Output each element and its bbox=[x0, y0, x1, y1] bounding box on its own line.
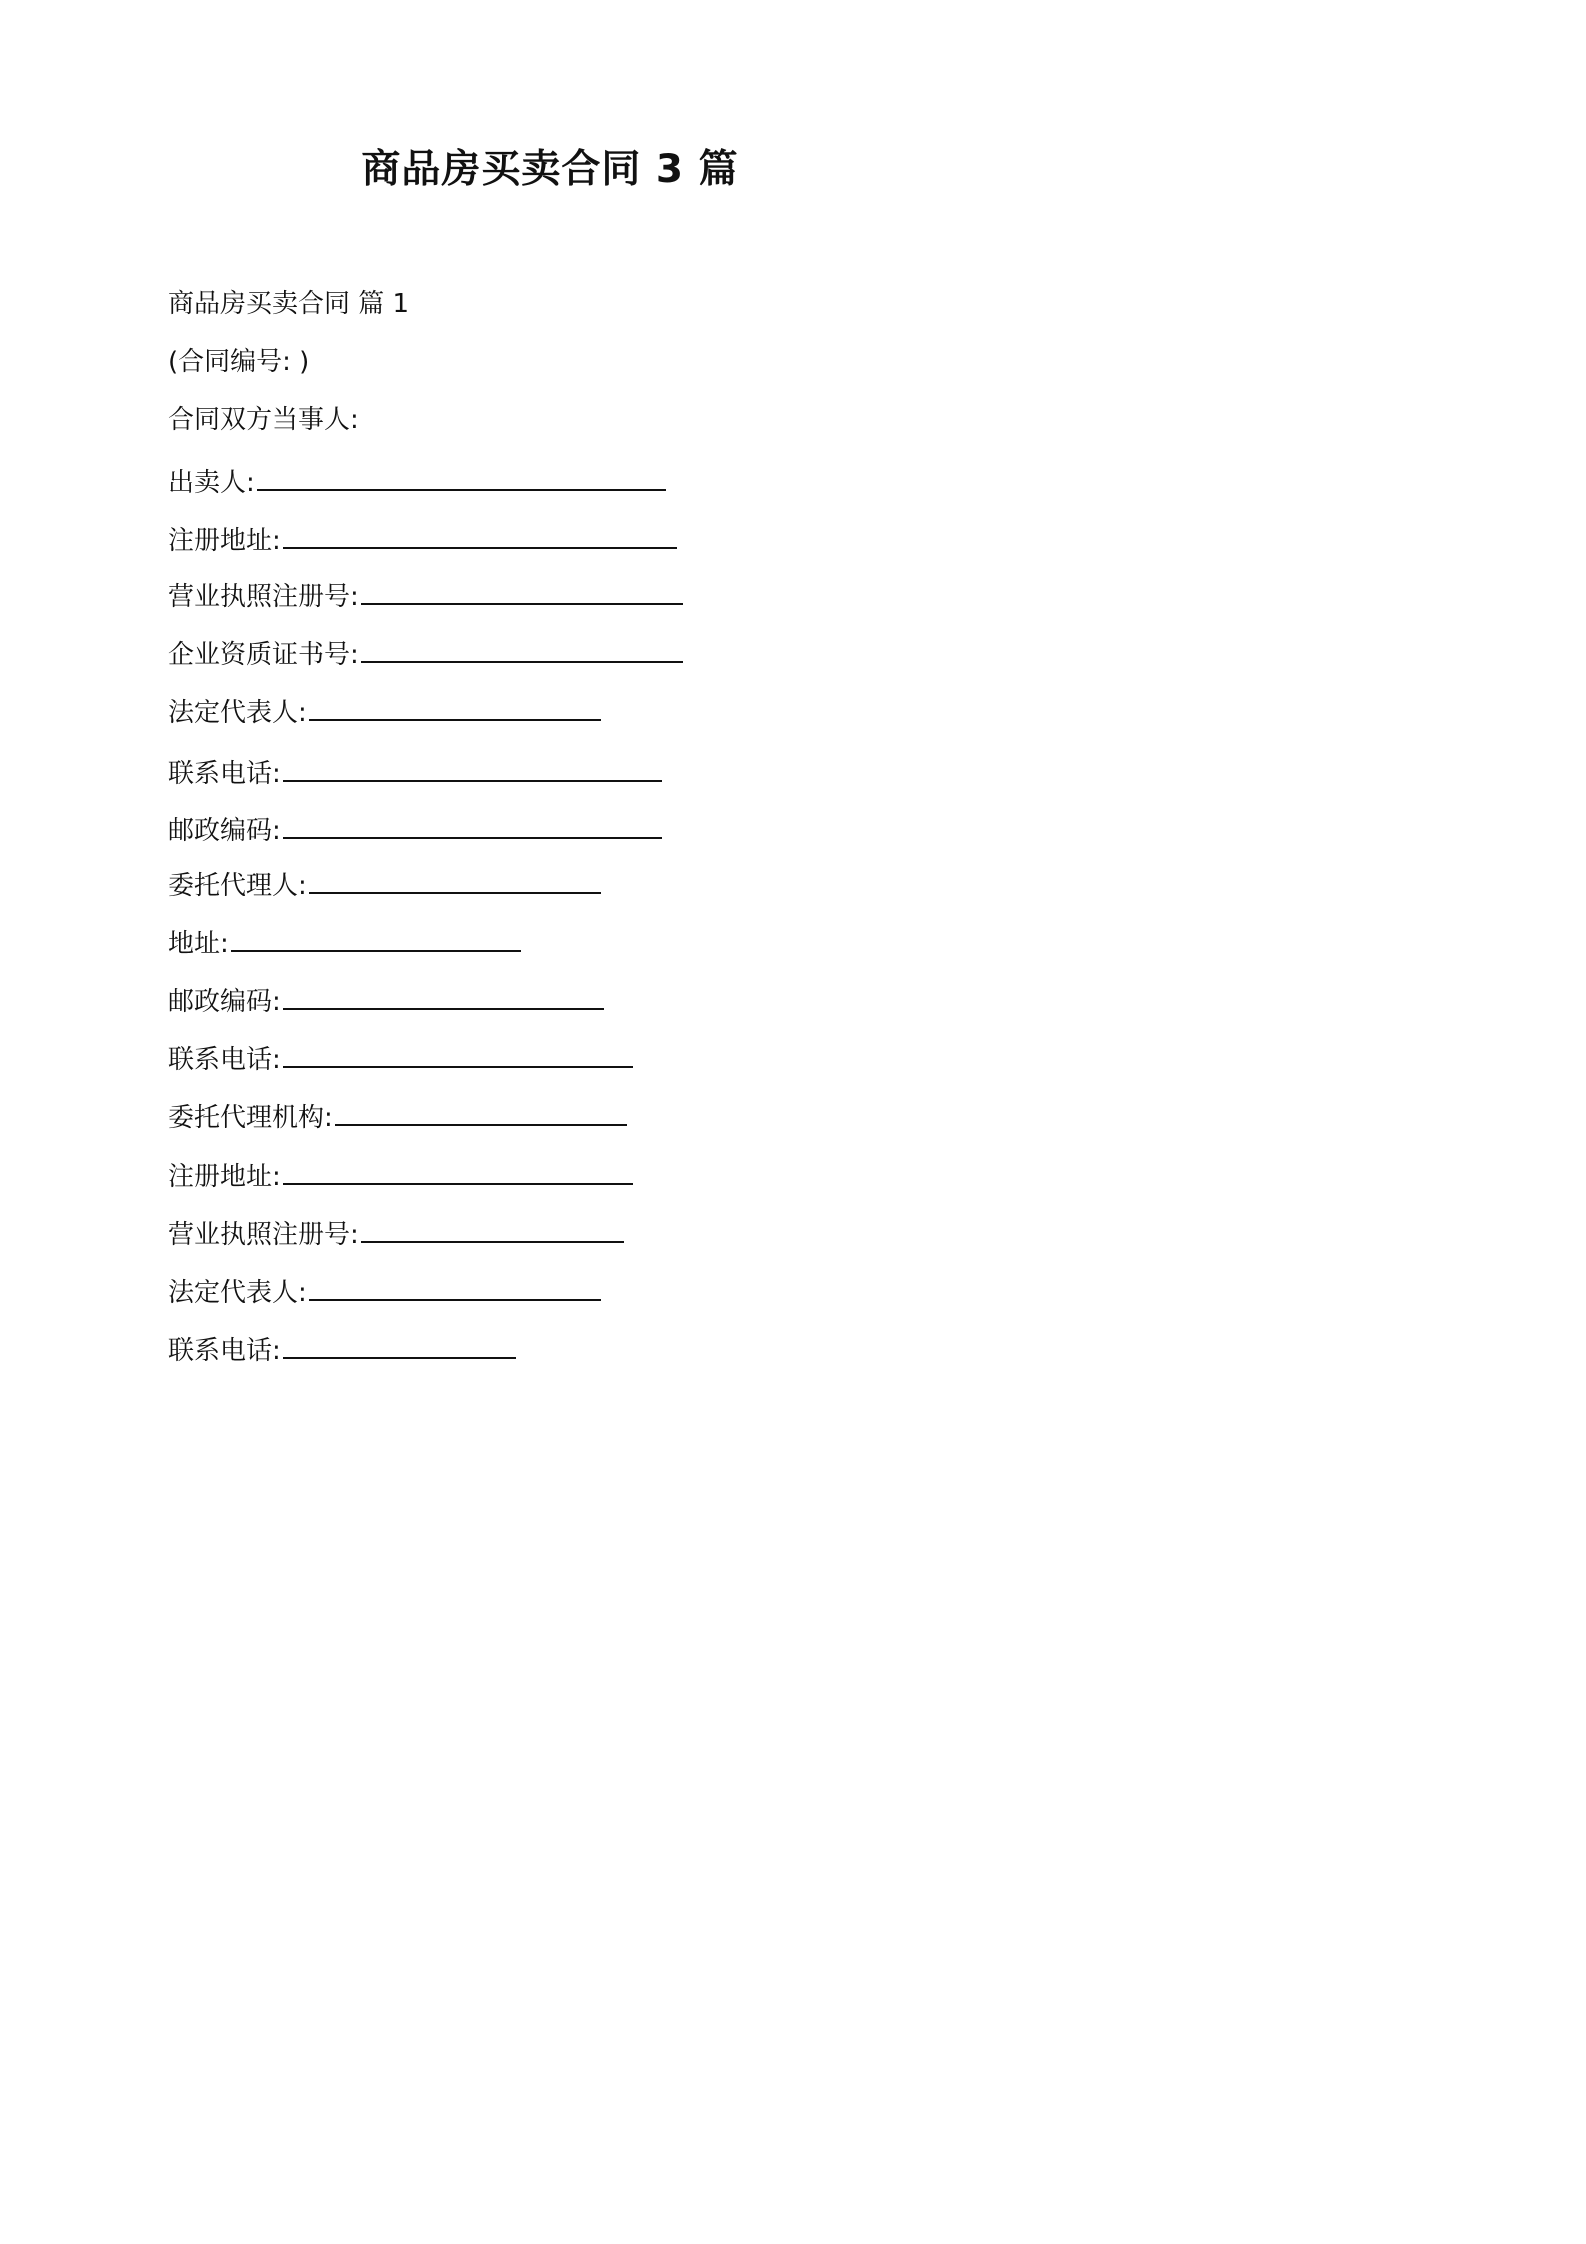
fill-in-blank[interactable] bbox=[283, 984, 604, 1010]
parties-heading: 合同双方当事人: bbox=[168, 405, 359, 435]
fill-in-blank[interactable] bbox=[309, 1275, 601, 1301]
field-label: 地址: bbox=[168, 929, 229, 959]
field-registered-address bbox=[168, 523, 677, 559]
field-label: 企业资质证书号: bbox=[168, 640, 359, 670]
field-label: 联系电话: bbox=[168, 1336, 281, 1366]
fill-in-blank[interactable] bbox=[257, 465, 666, 491]
field-label: 邮政编码: bbox=[168, 987, 281, 1017]
field-label: 联系电话: bbox=[168, 759, 281, 789]
fill-in-blank[interactable] bbox=[335, 1100, 627, 1126]
fill-in-blank[interactable] bbox=[283, 1042, 633, 1068]
document-title: 商品房买卖合同 3 篇 bbox=[361, 147, 739, 192]
field-address bbox=[168, 926, 521, 962]
document-page bbox=[0, 0, 1100, 1556]
fill-in-blank[interactable] bbox=[361, 637, 683, 663]
fill-in-blank[interactable] bbox=[283, 756, 662, 782]
field-label: 邮政编码: bbox=[168, 816, 281, 846]
fill-in-blank[interactable] bbox=[283, 523, 677, 549]
fill-in-blank[interactable] bbox=[231, 926, 521, 952]
field-agency bbox=[168, 1100, 627, 1136]
fill-in-blank[interactable] bbox=[361, 579, 683, 605]
field-label: 营业执照注册号: bbox=[168, 1220, 359, 1250]
fill-in-blank[interactable] bbox=[283, 813, 662, 839]
field-legal-representative bbox=[168, 695, 601, 731]
field-postal-code bbox=[168, 813, 662, 849]
field-label: 联系电话: bbox=[168, 1045, 281, 1075]
field-registered-address-2 bbox=[168, 1159, 633, 1195]
field-business-license-no bbox=[168, 579, 683, 615]
field-seller bbox=[168, 465, 666, 501]
field-phone-2 bbox=[168, 1042, 633, 1078]
field-phone-3 bbox=[168, 1333, 516, 1369]
field-postal-code-2 bbox=[168, 984, 604, 1020]
field-business-license-no-2 bbox=[168, 1217, 624, 1253]
field-label: 注册地址: bbox=[168, 526, 281, 556]
field-legal-representative-2 bbox=[168, 1275, 601, 1311]
field-label: 法定代表人: bbox=[168, 698, 307, 728]
contract-number: (合同编号: ) bbox=[168, 347, 310, 377]
field-label: 注册地址: bbox=[168, 1162, 281, 1192]
field-phone bbox=[168, 756, 662, 792]
field-label: 委托代理人: bbox=[168, 871, 307, 901]
field-label: 委托代理机构: bbox=[168, 1103, 333, 1133]
field-qualification-cert-no bbox=[168, 637, 683, 673]
section-heading: 商品房买卖合同 篇 1 bbox=[168, 289, 410, 319]
fill-in-blank[interactable] bbox=[309, 695, 601, 721]
field-authorized-agent bbox=[168, 868, 601, 904]
fill-in-blank[interactable] bbox=[361, 1217, 624, 1243]
fill-in-blank[interactable] bbox=[283, 1333, 516, 1359]
field-label: 法定代表人: bbox=[168, 1278, 307, 1308]
field-label: 出卖人: bbox=[168, 468, 255, 498]
field-label: 营业执照注册号: bbox=[168, 582, 359, 612]
fill-in-blank[interactable] bbox=[309, 868, 601, 894]
fill-in-blank[interactable] bbox=[283, 1159, 633, 1185]
